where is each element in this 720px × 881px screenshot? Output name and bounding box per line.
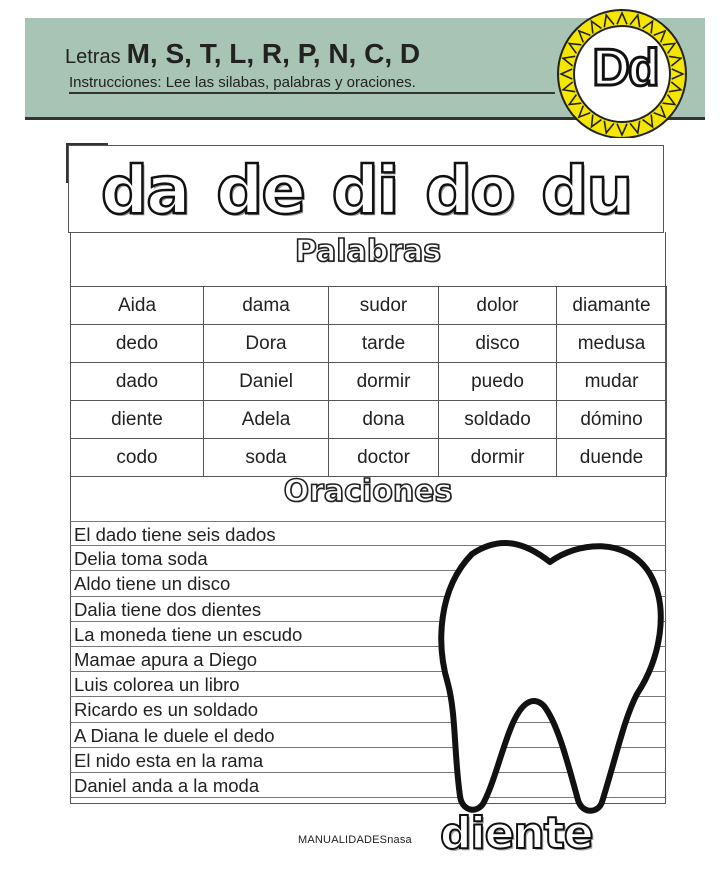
list-item: El nido esta en la rama [70,748,666,773]
syllable: du [541,152,632,229]
word-cell: disco [439,325,557,363]
list-item: Luis colorea un libro [70,672,666,697]
syllable-row [69,152,663,229]
word-cell: mudar [557,363,667,401]
word-cell: dormir [329,363,439,401]
worksheet-title [65,38,420,70]
list-item: Aldo tiene un disco [70,571,666,596]
word-cell: soldado [439,401,557,439]
illustration-caption: diente [440,808,593,859]
syllable-box [68,145,664,233]
syllable: di [331,152,398,229]
title-lead: Letras [65,46,121,68]
word-cell: dona [329,401,439,439]
word-cell: tarde [329,325,439,363]
word-cell: soda [204,439,329,477]
list-item: Dalia tiene dos dientes [70,597,666,622]
word-cell: duende [557,439,667,477]
word-cell: Daniel [204,363,329,401]
word-cell: Adela [204,401,329,439]
word-cell: dormir [439,439,557,477]
table-row [71,325,667,363]
instructions-text: Instrucciones: Lee las silabas, palabras y oraciones. [69,74,416,91]
word-cell: puedo [439,363,557,401]
word-cell: doctor [329,439,439,477]
instructions-underline [69,92,555,94]
word-cell: dado [71,363,204,401]
word-cell: dama [204,287,329,325]
word-cell: diente [71,401,204,439]
word-cell: diamante [557,287,667,325]
table-row [71,439,667,477]
list-item: El dado tiene seis dados [70,521,666,546]
tooth-icon [432,534,668,816]
list-item: A Diana le duele el dedo [70,723,666,748]
word-cell: dedo [71,325,204,363]
syllable: de [216,152,305,229]
word-cell: Dora [204,325,329,363]
oraciones-heading: Oraciones [283,474,453,509]
title-letters: M, S, T, L, R, P, N, C, D [126,38,421,69]
table-row [71,363,667,401]
palabras-heading: Palabras [294,234,442,269]
word-cell: sudor [329,287,439,325]
list-item: Ricardo es un soldado [70,697,666,722]
table-row [71,401,667,439]
word-cell: dómino [557,401,667,439]
words-table [70,286,667,477]
syllable: do [424,152,514,229]
table-row [71,287,667,325]
word-cell: codo [71,439,204,477]
badge-letters: Dd [592,39,658,97]
list-item: Daniel anda a la moda [70,773,666,798]
list-item: Mamae apura a Diego [70,647,666,672]
list-item: La moneda tiene un escudo [70,622,666,647]
syllable: da [100,152,189,229]
word-cell: medusa [557,325,667,363]
word-cell: dolor [439,287,557,325]
letter-badge [550,8,700,138]
brand-credit: MANUALIDADESnasa [298,834,412,846]
list-item: Delia toma soda [70,546,666,571]
word-cell: Aida [71,287,204,325]
